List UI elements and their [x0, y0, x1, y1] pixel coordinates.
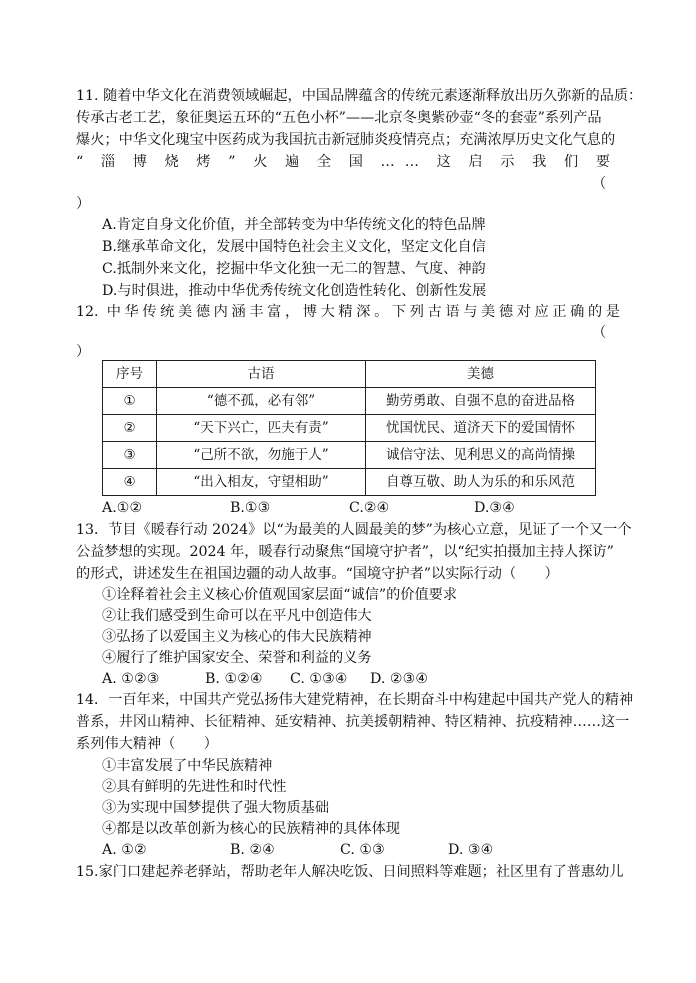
table-cell: “己所不欲，勿施于人” — [157, 442, 366, 469]
q11-option-d: D.与时俱进，推动中华优秀传统文化创造性转化、创新性发展 — [102, 283, 487, 299]
q13-answer-d: D. ②③④ — [370, 671, 429, 687]
q14-stem-line-1: 14．一百年来，中国共产党弘扬伟大建党精神，在长期奋斗中构建起中国共产党人的精神 — [76, 692, 634, 708]
q12-answer-paren-open: （ — [592, 325, 607, 341]
table-header-cell: 序号 — [103, 361, 157, 388]
q14-answer-d: D. ③④ — [448, 842, 494, 858]
q13-stem-line-1: 13．节目《暖春行动 2024》以“为最美的人圆最美的梦”为核心立意，见证了一个又一个 — [76, 522, 632, 538]
table-cell: ④ — [103, 469, 157, 496]
table-cell: ② — [103, 415, 157, 442]
q13-item-2: ②让我们感受到生命可以在平凡中创造伟大 — [102, 608, 372, 624]
table-row — [103, 469, 596, 496]
q13-answer-c: C. ①③④ — [290, 671, 348, 687]
table-row — [103, 388, 596, 415]
q11-option-c: C.抵制外来文化，挖掘中华文化独一无二的智慧、气度、神韵 — [102, 261, 486, 277]
q11-answer-paren-close: ） — [76, 196, 91, 212]
q14-item-4: ④都是以改革创新为核心的民族精神的具体体现 — [102, 821, 400, 837]
table-row — [103, 415, 596, 442]
q14-stem-line-2: 普系，井冈山精神、长征精神、延安精神、抗美援朝精神、特区精神、抗疫精神……这一 — [76, 714, 630, 730]
q13-item-1: ①诠释着社会主义核心价值观国家层面“诚信”的价值要求 — [102, 587, 458, 603]
q14-stem-line-3: 系列伟大精神（ ） — [76, 736, 218, 752]
q12-answer-d: D.③④ — [474, 500, 515, 516]
q11-answer-paren-open: （ — [592, 176, 607, 192]
table-cell: 勤劳勇敢、自强不息的奋进品格 — [366, 388, 596, 415]
q11-option-b: B.继承革命文化，发展中国特色社会主义文化，坚定文化自信 — [102, 239, 486, 255]
q13-item-3: ③弘扬了以爱国主义为核心的伟大民族精神 — [102, 629, 372, 645]
table-cell: 自尊互敬、助人为乐的和乐风范 — [366, 469, 596, 496]
table-cell: ③ — [103, 442, 157, 469]
q11-stem-line-2: 传承古老工艺，象征奥运五环的“五色小杯”——北京冬奥紫砂壶“冬的套壶”系列产品 — [76, 110, 602, 126]
q12-answer-b: B.①③ — [230, 500, 271, 516]
q13-stem-line-3: 的形式，讲述发生在祖国边疆的动人故事。“国境守护者”以实际行动（ ） — [76, 566, 559, 582]
table-header-cell: 美德 — [366, 361, 596, 388]
q12-answer-paren-close: ） — [76, 344, 91, 360]
table-cell: 忧国忧民、道济天下的爱国情怀 — [366, 415, 596, 442]
q15-stem-line-1: 15.家门口建起养老驿站，帮助老年人解决吃饭、日间照料等难题；社区里有了普惠幼儿 — [76, 864, 624, 880]
q12-answer-c: C.②④ — [349, 500, 390, 516]
q14-item-1: ①丰富发展了中华民族精神 — [102, 758, 273, 774]
q13-item-4: ④履行了维护国家安全、荣誉和利益的义务 — [102, 650, 372, 666]
table-cell: “天下兴亡，匹夫有责” — [157, 415, 366, 442]
q11-stem-line-1: 11. 随着中华文化在消费领域崛起，中国品牌蕴含的传统元素逐渐释放出历久弥新的品质： — [76, 88, 643, 104]
table-row — [103, 442, 596, 469]
table-cell: ① — [103, 388, 157, 415]
table-cell: 诚信守法、见利思义的高尚情操 — [366, 442, 596, 469]
q14-answer-a: A. ①② — [102, 842, 147, 858]
q12-stem-line-1: 12. 中华传统美德内涵丰富，博大精深。下列古语与美德对应正确的是 — [76, 304, 620, 320]
q12-table — [102, 360, 596, 496]
table-header-row — [103, 361, 596, 388]
q12-answer-a: A.①② — [102, 500, 143, 516]
q13-stem-line-2: 公益梦想的实现。2024 年，暖春行动聚焦“国境守护者”，以“纪实拍摄加主持人探访” — [76, 544, 614, 560]
q14-item-3: ③为实现中国梦提供了强大物质基础 — [102, 800, 330, 816]
q14-answer-b: B. ②④ — [230, 842, 275, 858]
table-cell: “德不孤，必有邻” — [157, 388, 366, 415]
q11-option-a: A.肯定自身文化价值，并全部转变为中华传统文化的特色品牌 — [102, 217, 486, 233]
q11-stem-line-4: “淄博烧烤”火遍全国……这启示我们要 — [76, 154, 620, 170]
q14-item-2: ②具有鲜明的先进性和时代性 — [102, 779, 287, 795]
table-cell: “出入相友，守望相助” — [157, 469, 366, 496]
q11-stem-line-3: 爆火；中华文化瑰宝中医药成为我国抗击新冠肺炎疫情亮点；充满浓厚历史文化气息的 — [76, 132, 616, 148]
q14-answer-c: C. ①③ — [340, 842, 385, 858]
q13-answer-b: B. ①②④ — [205, 671, 263, 687]
q13-answer-a: A. ①②③ — [102, 671, 160, 687]
table-header-cell: 古语 — [157, 361, 366, 388]
